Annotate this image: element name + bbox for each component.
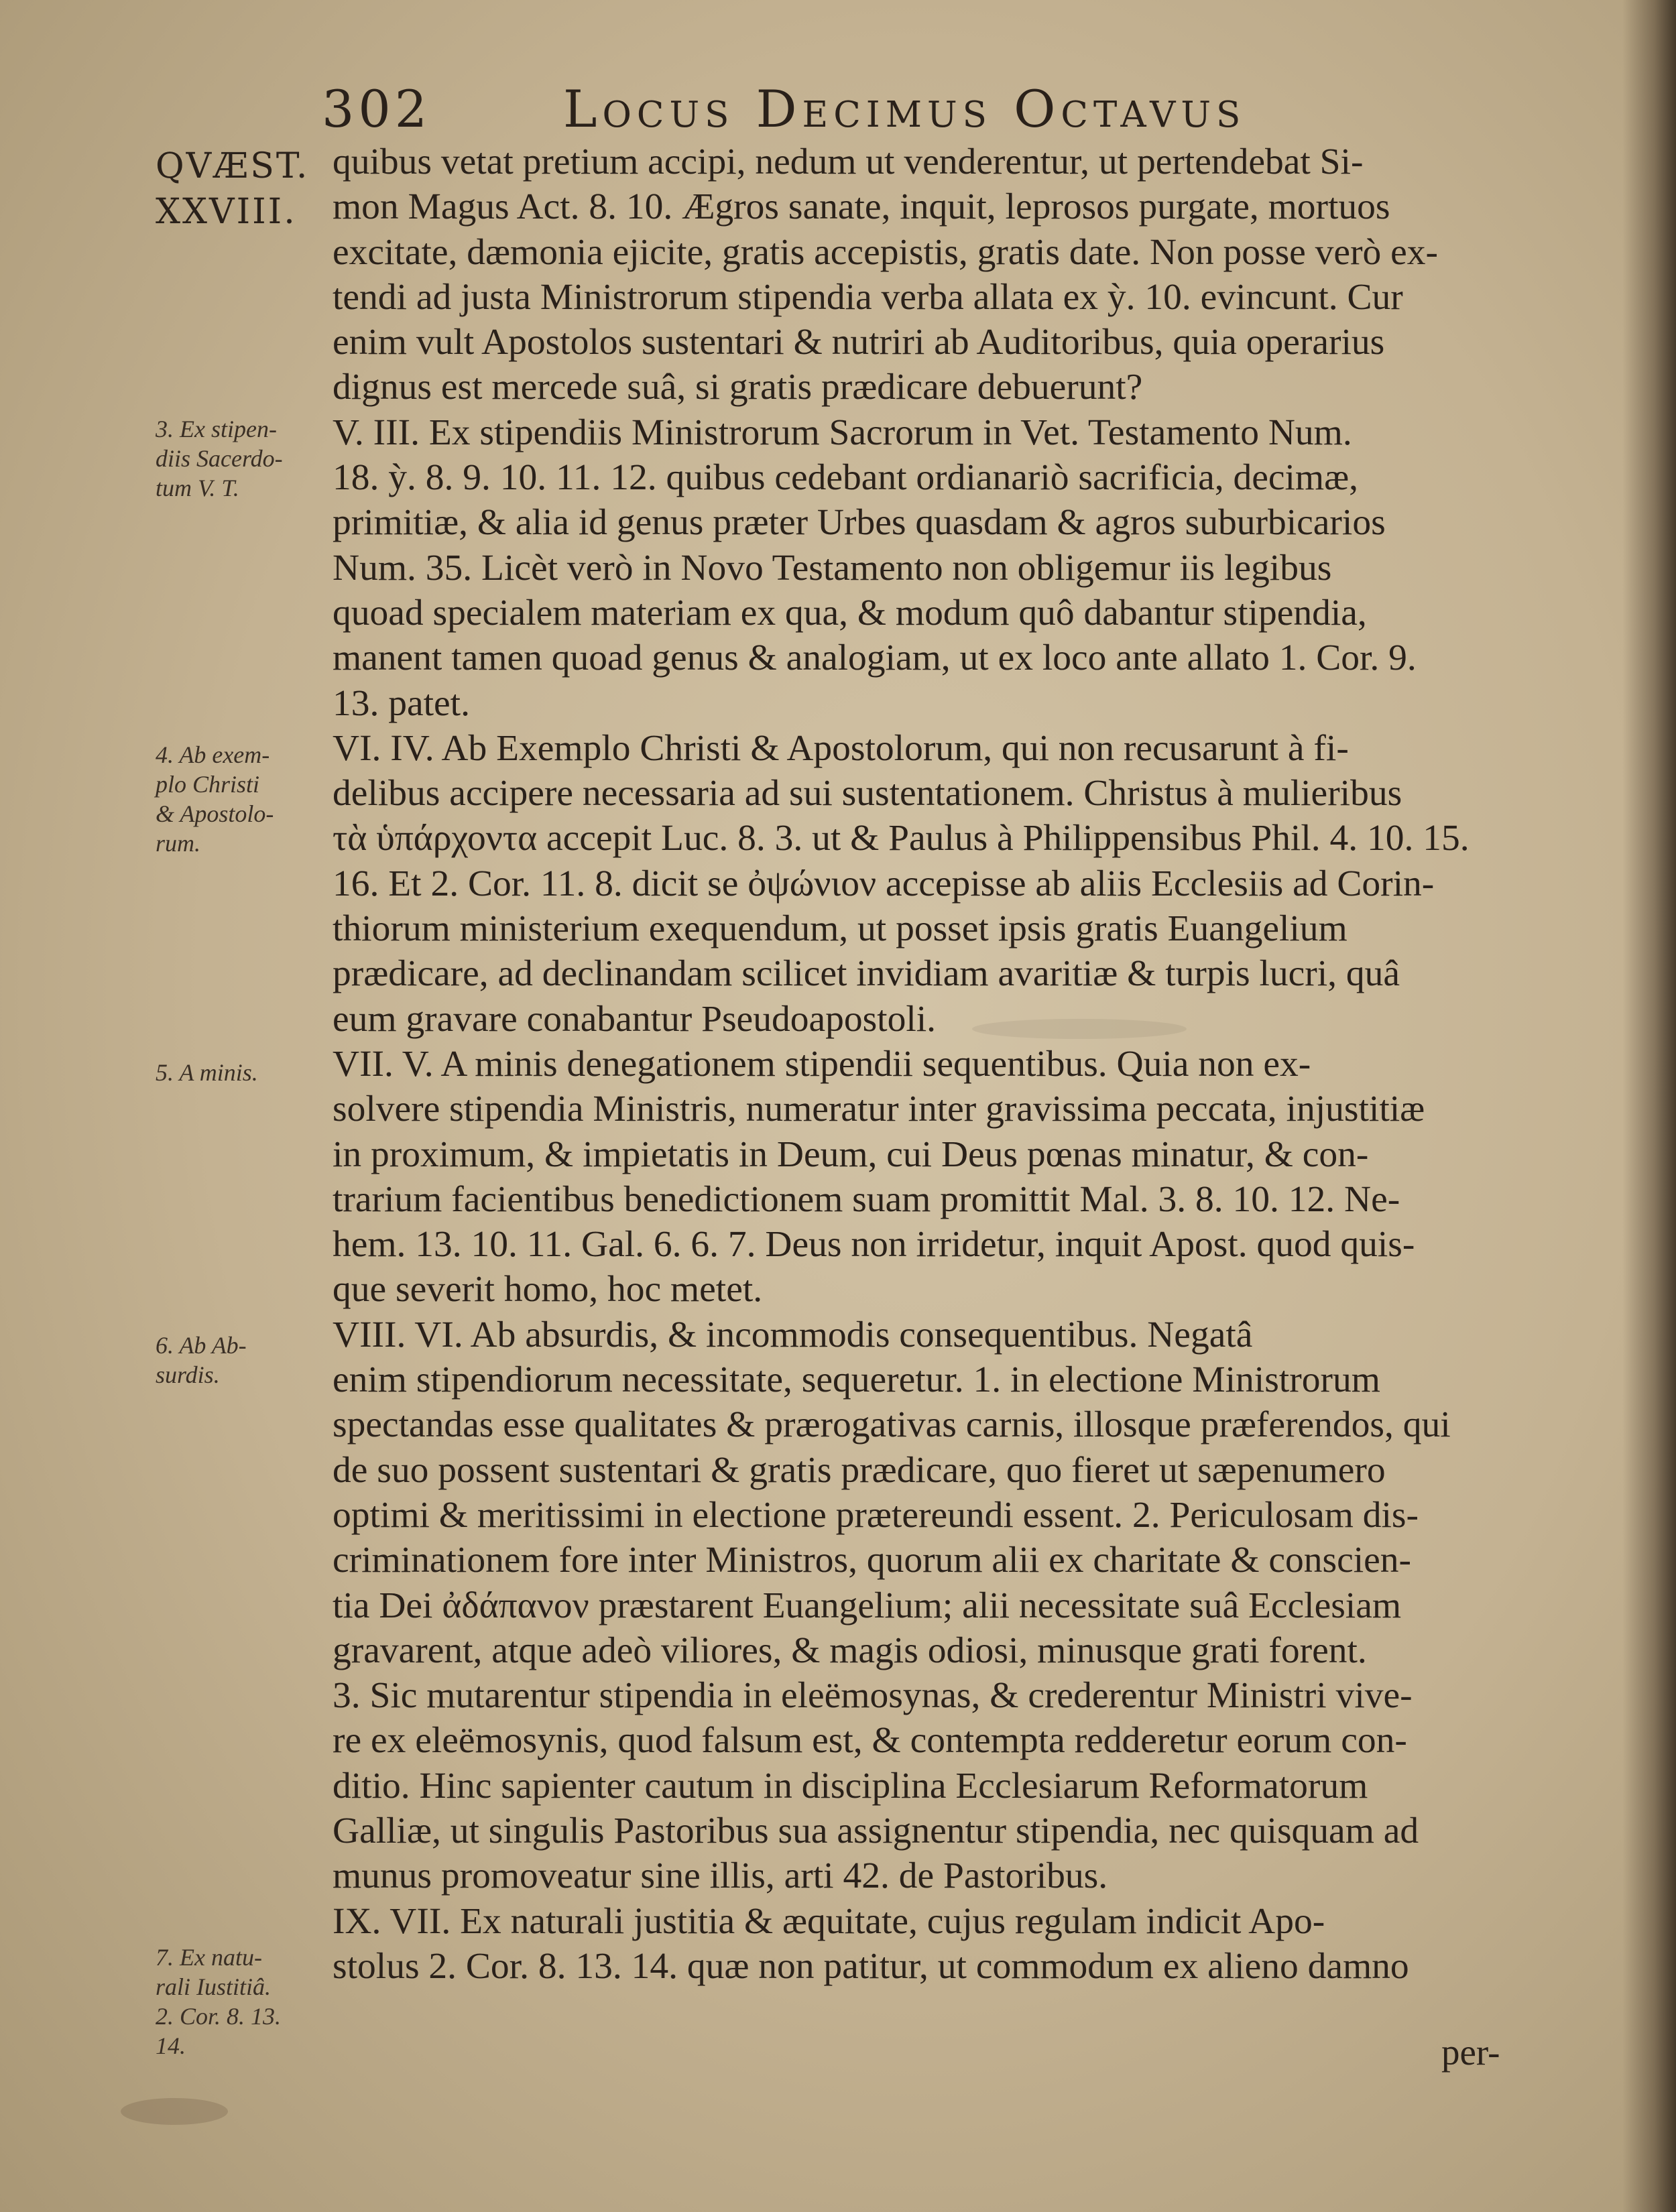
text-line: de suo possent sustentari & gratis prædicare, quo fieret ut sæpenumero [333, 1449, 1386, 1491]
margin-note-line: diis Sacerdo- [156, 445, 283, 472]
text-line: VIII. VI. Ab absurdis, & incommodis consequentibus. Negatâ [333, 1314, 1253, 1355]
text-line: quibus vetat pretium accipi, nedum ut venderentur, ut pertendebat Si- [333, 141, 1364, 182]
text-line: Galliæ, ut singulis Pastoribus sua assignentur stipendia, nec quisquam ad [333, 1810, 1419, 1851]
text-line: trarium facientibus benedictionem suam promittit Mal. 3. 8. 10. 12. Ne- [333, 1178, 1400, 1220]
page-title: Locus Decimus Octavus [563, 79, 1246, 139]
text-line: 18. ỳ. 8. 9. 10. 11. 12. quibus cedebant ordianariò sacrificia, decimæ, [333, 457, 1358, 499]
text-line: 16. Et 2. Cor. 11. 8. dicit se ὀψώνιον accepisse ab aliis Ecclesiis ad Corin- [333, 863, 1435, 904]
text-line: spectandas esse qualitates & prærogativas carnis, illosque præferendos, qui [333, 1404, 1451, 1446]
text-line: Num. 35. Licèt verò in Novo Testamento non obligemur iis legibus [333, 547, 1332, 589]
text-line: eum gravare conabantur Pseudoapostoli. [333, 998, 937, 1040]
text-line: stolus 2. Cor. 8. 13. 14. quæ non patitur, ut commodum ex alieno damno [333, 1945, 1409, 1987]
text-line: quoad specialem materiam ex qua, & modum quô dabantur stipendia, [333, 592, 1367, 633]
text-line: optimi & meritissimi in electione prætereundi essent. 2. Periculosam dis- [333, 1494, 1419, 1536]
text-line: gravarent, atque adeò viliores, & magis odiosi, minusque grati forent. [333, 1630, 1367, 1671]
text-line: manent tamen quoad genus & analogiam, ut ex loco ante allato 1. Cor. 9. [333, 637, 1417, 679]
margin-note-3 [156, 414, 330, 503]
text-line: VII. V. A minis denegationem stipendii sequentibus. Quia non ex- [333, 1043, 1311, 1085]
margin-note-line: 3. Ex stipen- [156, 416, 277, 442]
margin-note-line: rum. [156, 830, 201, 857]
margin-note-line: 7. Ex natu- [156, 1944, 262, 1971]
text-line: tia Dei ἀδάπανον præstarent Euangelium; alii necessitate suâ Ecclesiam [333, 1585, 1402, 1626]
quaestio-number: XXVIII. [156, 192, 297, 232]
margin-note-4 [156, 740, 330, 858]
page-number: 302 [322, 79, 432, 139]
margin-note-line: 14. [156, 2032, 186, 2059]
margin-note-line: & Apostolo- [156, 800, 274, 827]
text-line: in proximum, & impietatis in Deum, cui Deus pœnas minatur, & con- [333, 1133, 1369, 1175]
margin-note-line: 4. Ab exem- [156, 741, 270, 768]
text-line: 3. Sic mutarentur stipendia in eleëmosynas, & crederentur Ministri vive- [333, 1675, 1413, 1717]
margin-note-6 [156, 1331, 330, 1390]
text-line: solvere stipendia Ministris, numeratur inter gravissima peccata, injustitiæ [333, 1089, 1425, 1130]
margin-note-line: surdis. [156, 1361, 220, 1388]
text-line: criminationem fore inter Ministros, quorum alii ex charitate & conscien- [333, 1540, 1412, 1581]
margin-note-7 [156, 1943, 330, 2061]
text-line: mon Magus Act. 8. 10. Ægros sanate, inquit, leprosos purgate, mortuos [333, 186, 1390, 228]
ink-smudge [121, 2098, 228, 2125]
text-line: enim vult Apostolos sustentari & nutriri ab Auditoribus, quia operarius [333, 322, 1385, 363]
quaestio-label: QVÆST. [156, 146, 310, 186]
text-line: IX. VII. Ex naturali justitia & æquitate, cujus regulam indicit Apo- [333, 1900, 1325, 1942]
catchword: per- [1441, 2032, 1500, 2073]
margin-note-5 [156, 1058, 330, 1087]
text-line: que severit homo, hoc metet. [333, 1269, 763, 1310]
text-line: munus promoveatur sine illis, arti 42. de Pastoribus. [333, 1855, 1108, 1897]
text-line: primitiæ, & alia id genus præter Urbes quasdam & agros suburbicarios [333, 502, 1386, 544]
body-text [333, 139, 1519, 1989]
text-line: 13. patet. [333, 682, 470, 724]
margin-note-line: 5. A minis. [156, 1059, 258, 1086]
text-line: delibus accipere necessaria ad sui sustentationem. Christus à mulieribus [333, 773, 1402, 814]
margin-note-line: 2. Cor. 8. 13. [156, 2003, 282, 2030]
text-line: hem. 13. 10. 11. Gal. 6. 6. 7. Deus non irridetur, inquit Apost. quod quis- [333, 1224, 1415, 1266]
text-line: excitate, dæmonia ejicite, gratis accepistis, gratis date. Non posse verò ex- [333, 231, 1439, 273]
text-line: τὰ ὑπάρχοντα accepit Luc. 8. 3. ut & Paulus à Philippensibus Phil. 4. 10. 15. [333, 818, 1470, 859]
margin-note-line: rali Iustitiâ. [156, 1973, 272, 2000]
text-line: thiorum ministerium exequendum, ut posset ipsis gratis Euangelium [333, 908, 1348, 950]
margin-note-line: tum V. T. [156, 475, 239, 501]
text-line: VI. IV. Ab Exemplo Christi & Apostolorum, qui non recusarunt à fi- [333, 727, 1349, 769]
text-line: V. III. Ex stipendiis Ministrorum Sacrorum in Vet. Testamento Num. [333, 412, 1352, 453]
text-line: ditio. Hinc sapienter cautum in disciplina Ecclesiarum Reformatorum [333, 1765, 1368, 1806]
margin-note-line: plo Christi [156, 771, 260, 798]
text-line: prædicare, ad declinandam scilicet invidiam avaritiæ & turpis lucri, quâ [333, 953, 1400, 995]
text-line: tendi ad justa Ministrorum stipendia verba allata ex ỳ. 10. evincunt. Cur [333, 276, 1403, 318]
margin-note-line: 6. Ab Ab- [156, 1332, 247, 1359]
page-edge-shadow [1622, 0, 1676, 2212]
text-line: re ex eleëmosynis, quod falsum est, & contempta redderetur eorum con- [333, 1720, 1407, 1762]
text-line: dignus est mercede suâ, si gratis prædicare debuerunt? [333, 367, 1143, 408]
text-line: enim stipendiorum necessitate, sequeretur. 1. in electione Ministrorum [333, 1359, 1380, 1401]
